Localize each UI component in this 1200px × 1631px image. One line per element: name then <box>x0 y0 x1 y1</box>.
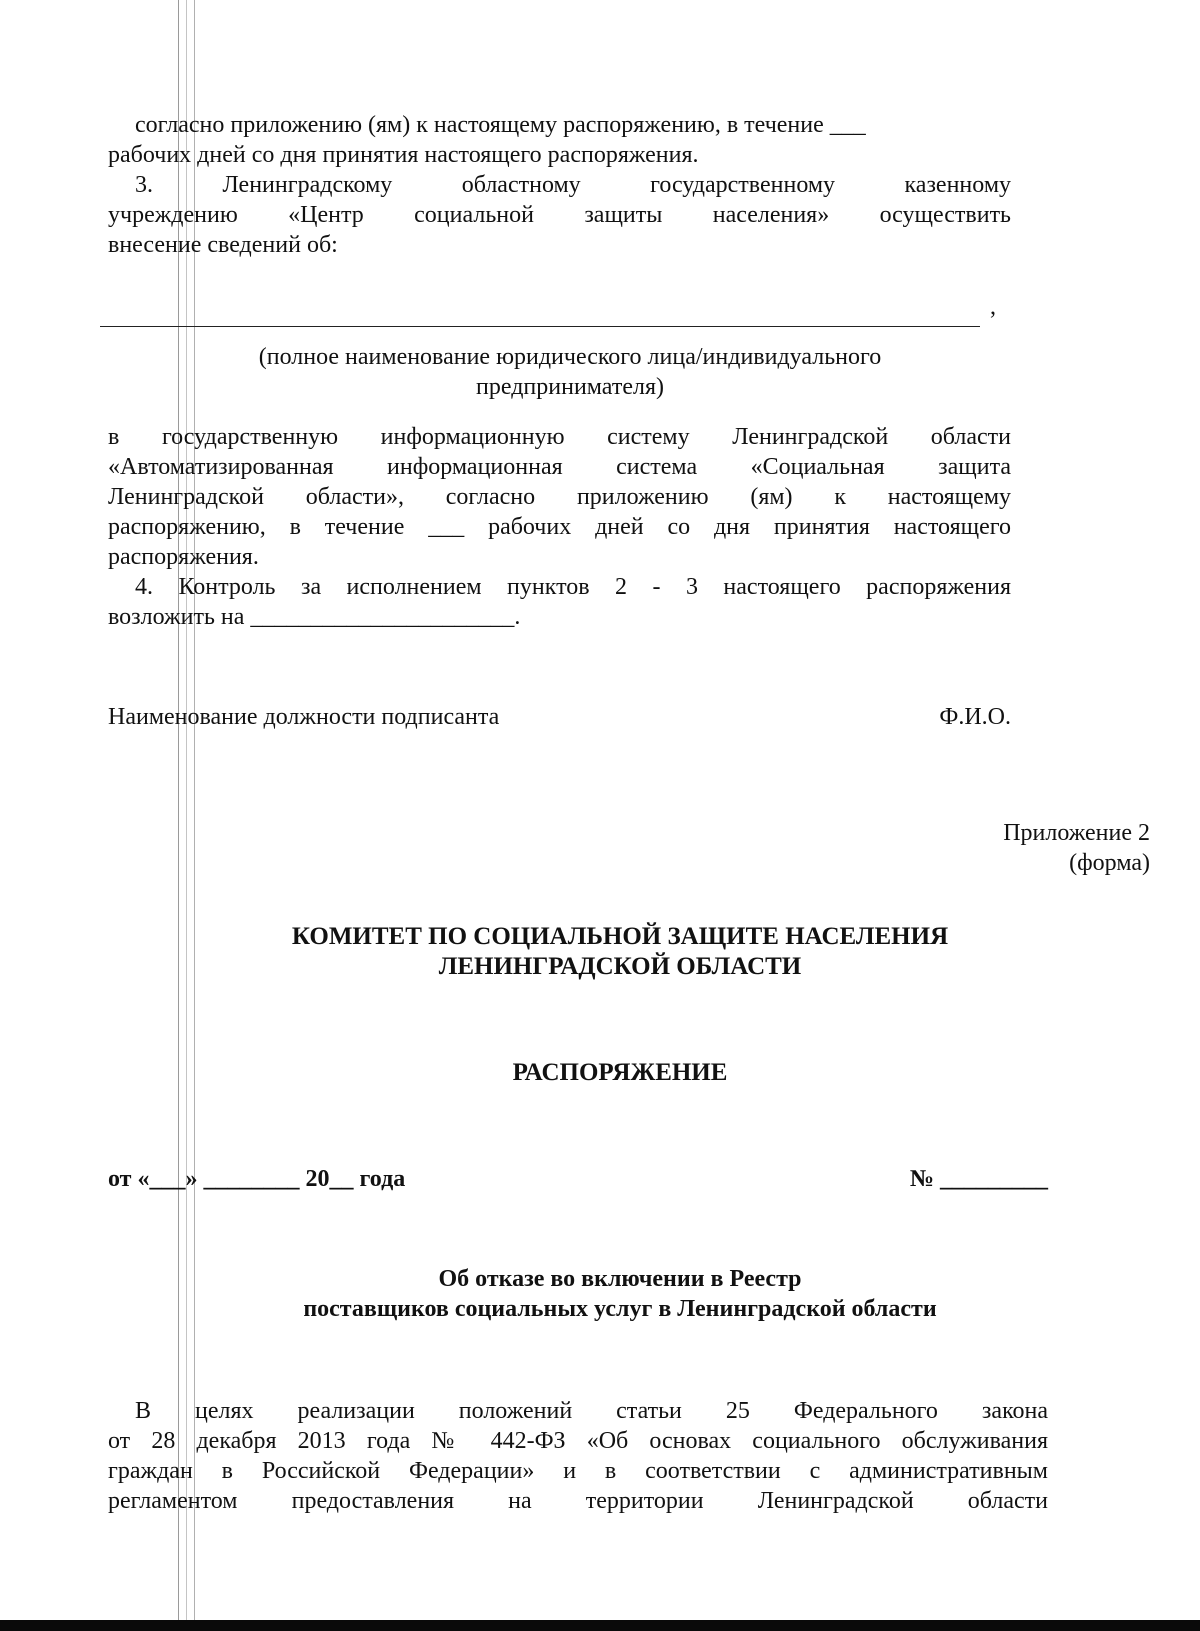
paragraph-3-line: внесение сведений об: <box>108 232 338 258</box>
appendix-label: Приложение 2 <box>1003 820 1150 846</box>
paragraph-3-line: учреждению «Центр социальной защиты населения» осуществить <box>108 202 1011 228</box>
signer-position: Наименование должности подписанта <box>108 704 500 730</box>
body-line: регламентом предоставления на территории Ленинградской области <box>108 1488 1048 1514</box>
paragraph-4-line: 4. Контроль за исполнением пунктов 2 - 3 настоящего распоряжения <box>135 574 1011 600</box>
signer-name: Ф.И.О. <box>939 704 1011 730</box>
blank-caption: (полное наименование юридического лица/индивидуального <box>258 344 882 370</box>
paragraph-4-line: возложить на ______________________. <box>108 604 521 630</box>
order-subject: Об отказе во включении в Реестр <box>438 1266 802 1292</box>
text-line: в государственную информационную систему Ленинградской области <box>108 424 1011 450</box>
appendix-form-note: (форма) <box>1069 850 1150 876</box>
trailing-comma: , <box>990 294 996 320</box>
body-line: В целях реализации положений статьи 25 Федерального закона <box>135 1398 1048 1424</box>
document-type: РАСПОРЯЖЕНИЕ <box>512 1059 728 1086</box>
scan-edge-bar <box>0 1620 1200 1631</box>
entity-name-blank <box>100 326 980 327</box>
blank-caption: предпринимателя) <box>476 374 664 400</box>
committee-title: КОМИТЕТ ПО СОЦИАЛЬНОЙ ЗАЩИТЕ НАСЕЛЕНИЯ <box>291 923 949 950</box>
order-subject: поставщиков социальных услуг в Ленинградской области <box>303 1296 937 1322</box>
text-line: распоряжения. <box>108 544 259 570</box>
number-line: № _________ <box>909 1166 1048 1192</box>
body-line: граждан в Российской Федерации» и в соответствии с административным <box>108 1458 1048 1484</box>
text-line: согласно приложению (ям) к настоящему распоряжению, в течение ___ <box>135 112 866 138</box>
text-line: «Автоматизированная информационная система «Социальная защита <box>108 454 1011 480</box>
body-line: от 28 декабря 2013 года № 442-ФЗ «Об основах социального обслуживания <box>108 1428 1048 1454</box>
text-line: распоряжению, в течение ___ рабочих дней со дня принятия настоящего <box>108 514 1011 540</box>
paragraph-3-line: 3. Ленинградскому областному государственному казенному <box>135 172 1011 198</box>
committee-title: ЛЕНИНГРАДСКОЙ ОБЛАСТИ <box>438 953 802 980</box>
date-line: от «___» ________ 20__ года <box>108 1166 406 1192</box>
text-line: рабочих дней со дня принятия настоящего распоряжения. <box>108 142 699 168</box>
text-line: Ленинградской области», согласно приложению (ям) к настоящему <box>108 484 1011 510</box>
